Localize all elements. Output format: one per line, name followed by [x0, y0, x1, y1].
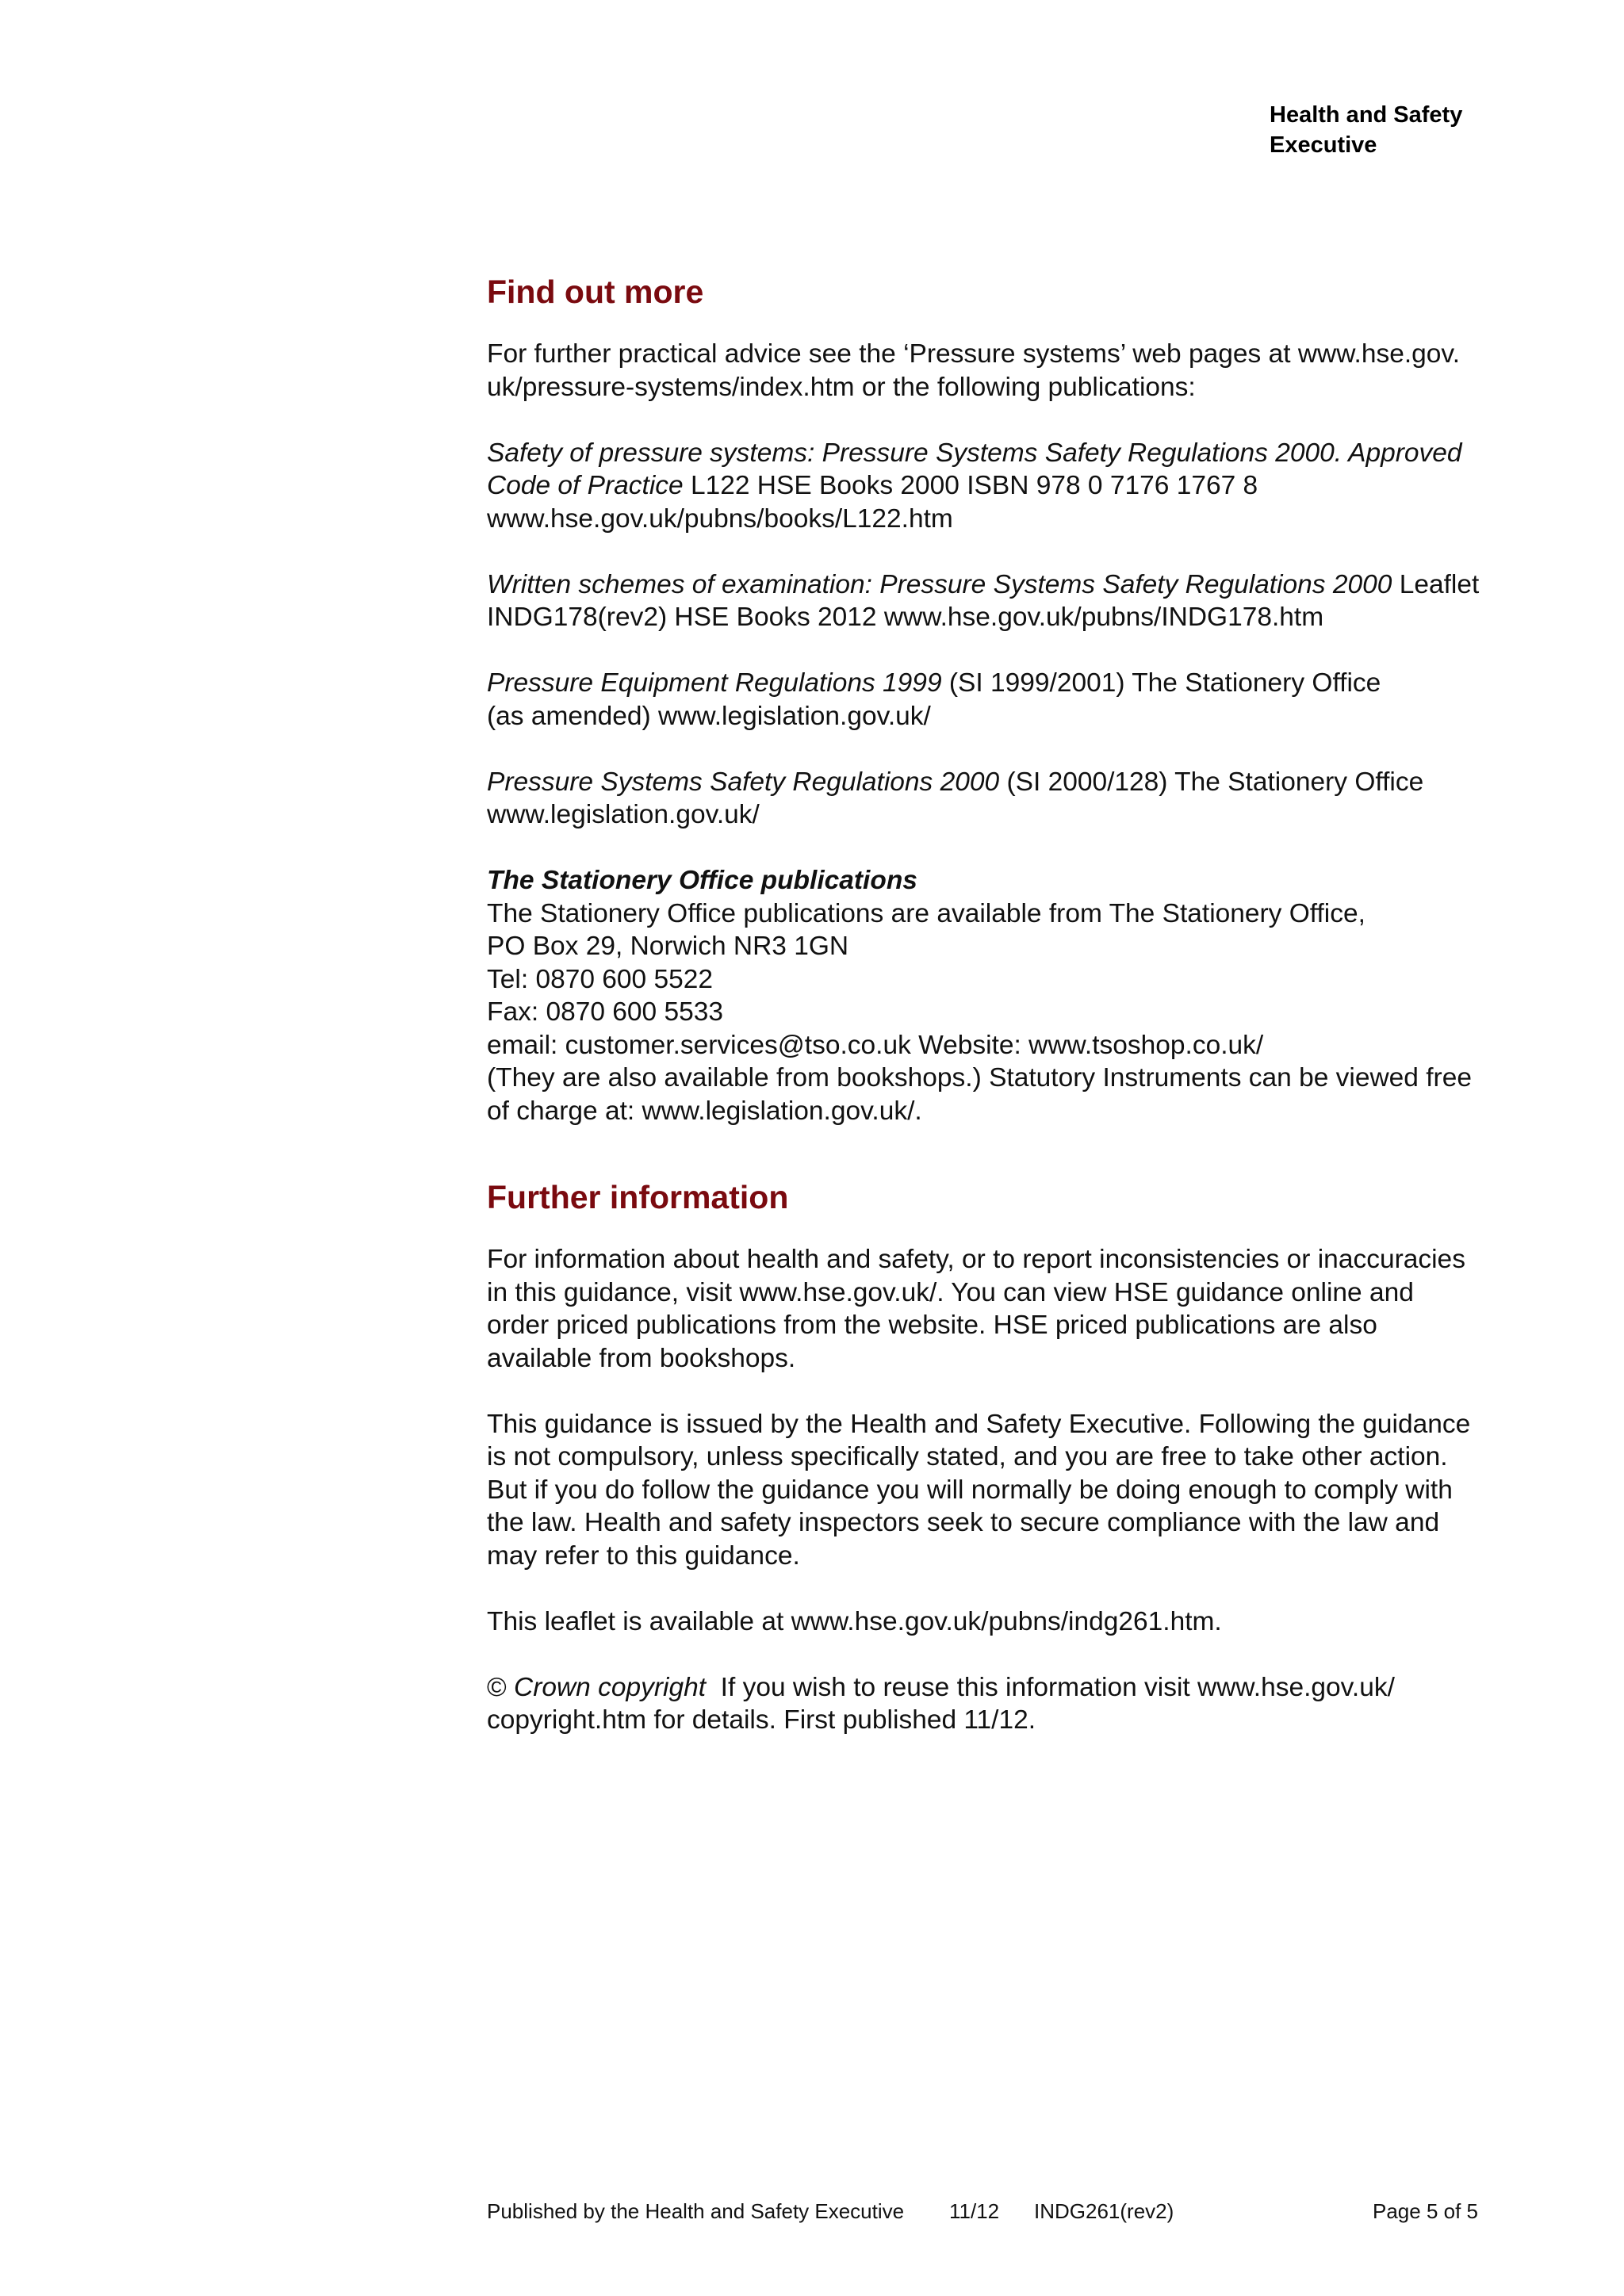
- paragraph-line: the law. Health and safety inspectors seek to secure compliance with the law and: [487, 1508, 1440, 1537]
- publication-reference: [487, 667, 1478, 733]
- publication-title: Pressure Equipment Regulations 1999: [487, 668, 942, 698]
- publication-title: Safety of pressure systems: Pressure Systems Safety Regulations 2000. Approved: [487, 438, 1462, 468]
- publication-details: (SI 1999/2001) The Stationery Office: [941, 668, 1381, 698]
- find-out-more-heading: Find out more: [487, 274, 704, 310]
- intro-paragraph: [487, 338, 1478, 404]
- stationery-office-address: PO Box 29, Norwich NR3 1GN: [487, 932, 849, 961]
- copyright-notice: [487, 1671, 1478, 1737]
- paragraph-line: This guidance is issued by the Health and Safety Executive. Following the guidance: [487, 1409, 1471, 1439]
- publication-details: (SI 2000/128) The Stationery Office: [999, 767, 1424, 797]
- stationery-office-line: of charge at: www.legislation.gov.uk/.: [487, 1096, 922, 1126]
- publication-reference: [487, 568, 1478, 634]
- stationery-office-line: (They are also available from bookshops.) Statutory Instruments can be viewed free: [487, 1063, 1472, 1093]
- intro-line: uk/pressure-systems/index.htm or the following publications:: [487, 372, 1196, 402]
- copyright-label: Crown copyright: [514, 1672, 707, 1702]
- copyright-text: If you wish to reuse this information visit www.hse.gov.uk/: [706, 1672, 1395, 1702]
- footer-publisher: Published by the Health and Safety Executive: [487, 2199, 905, 2223]
- publication-details: Leaflet: [1392, 569, 1480, 599]
- copyright-text: copyright.htm for details. First published 11/12.: [487, 1705, 1036, 1735]
- stationery-office-line: The Stationery Office publications are available from The Stationery Office,: [487, 898, 1365, 928]
- footer-page-number: Page 5 of 5: [1373, 2199, 1478, 2223]
- guidance-status-paragraph: [487, 1408, 1478, 1573]
- publication-details: (as amended) www.legislation.gov.uk/: [487, 701, 931, 731]
- paragraph-line: available from bookshops.: [487, 1343, 796, 1373]
- stationery-office-tel: Tel: 0870 600 5522: [487, 964, 713, 994]
- paragraph-line: in this guidance, visit www.hse.gov.uk/. You can view HSE guidance online and: [487, 1277, 1414, 1307]
- stationery-office-fax: Fax: 0870 600 5533: [487, 997, 724, 1027]
- leaflet-availability: [487, 1605, 1478, 1639]
- publication-title: Written schemes of examination: Pressure Systems Safety Regulations 2000: [487, 569, 1392, 599]
- paragraph-line: For information about health and safety, or to report inconsistencies or inaccuracies: [487, 1245, 1465, 1274]
- paragraph-line: order priced publications from the website. HSE priced publications are also: [487, 1311, 1377, 1340]
- organisation-name-line1: Health and Safety: [1270, 102, 1463, 128]
- publication-details: L122 HSE Books 2000 ISBN 978 0 7176 1767 8: [683, 471, 1258, 500]
- publication-url: www.hse.gov.uk/pubns/books/L122.htm: [487, 503, 953, 534]
- organisation-name: [1270, 100, 1523, 160]
- paragraph-line: This leaflet is available at www.hse.gov.uk/pubns/indg261.htm.: [487, 1606, 1222, 1636]
- publication-reference: [487, 766, 1478, 832]
- publication-reference: [487, 437, 1478, 536]
- footer-date: 11/12: [949, 2199, 1000, 2223]
- publication-url: www.legislation.gov.uk/: [487, 800, 760, 829]
- stationery-office-block: [487, 864, 1478, 1127]
- paragraph-line: But if you do follow the guidance you will normally be doing enough to comply with: [487, 1475, 1453, 1505]
- publication-title: Code of Practice: [487, 471, 684, 500]
- publication-details: INDG178(rev2) HSE Books 2012 www.hse.gov.uk/pubns/INDG178.htm: [487, 603, 1324, 632]
- paragraph-line: is not compulsory, unless specifically stated, and you are free to take other action.: [487, 1442, 1448, 1471]
- further-info-paragraph: [487, 1243, 1478, 1375]
- main-content: [487, 270, 1478, 1737]
- stationery-office-title: The Stationery Office publications: [487, 866, 917, 895]
- stationery-office-contact: email: customer.services@tso.co.uk Website: www.tsoshop.co.uk/: [487, 1030, 1264, 1060]
- footer-reference: INDG261(rev2): [1034, 2199, 1174, 2223]
- further-information-heading: Further information: [487, 1179, 789, 1215]
- paragraph-line: may refer to this guidance.: [487, 1540, 800, 1571]
- intro-line: For further practical advice see the ‘Pressure systems’ web pages at www.hse.gov.: [487, 339, 1461, 369]
- copyright-symbol: ©: [487, 1672, 514, 1702]
- organisation-name-line2: Executive: [1270, 132, 1377, 158]
- publication-title: Pressure Systems Safety Regulations 2000: [487, 767, 1000, 797]
